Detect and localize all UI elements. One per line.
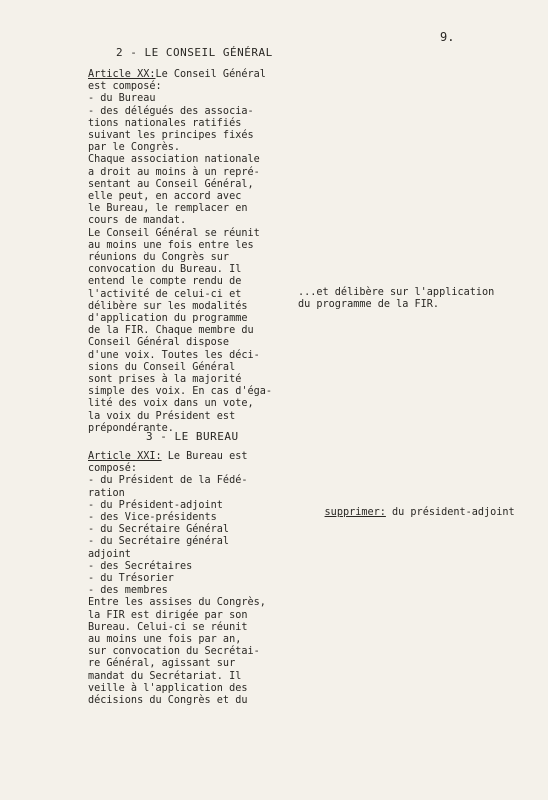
text-line-content: la FIR est dirigée par son [88, 609, 248, 621]
amendment-label: supprimer: [324, 507, 386, 519]
text-line-content: composé: [88, 463, 138, 475]
text-line-content: Le Conseil Général [155, 69, 266, 80]
text-line [88, 488, 266, 500]
text-line [88, 695, 266, 707]
text-line [88, 683, 266, 695]
text-line [298, 287, 494, 299]
text-line [88, 411, 272, 423]
text-line [88, 500, 266, 512]
page-number: 9. [440, 30, 455, 44]
text-line [88, 536, 266, 548]
article-label: Article XXI: [88, 451, 162, 462]
section-heading-conseil-general: 2 - LE CONSEIL GÉNÉRAL [116, 46, 273, 59]
text-line-content: décisions du Congrès et du [88, 695, 248, 707]
text-line [88, 622, 266, 634]
text-line-content: sont prises à la majorité [88, 374, 242, 386]
text-line [88, 451, 266, 463]
text-line-content: - du Président-adjoint [88, 499, 223, 511]
text-line [88, 167, 272, 179]
text-line-content: au moins une fois entre les [88, 239, 254, 251]
text-line-content: entend le compte rendu de [88, 276, 242, 288]
text-line-content: au moins une fois par an, [88, 634, 242, 646]
text-line-content: est composé: [88, 81, 162, 93]
text-line-content: sur convocation du Secrétai- [88, 646, 260, 658]
text-line [88, 203, 272, 215]
text-line-content: ...et délibère sur l'application [298, 287, 495, 298]
text-line [88, 362, 272, 374]
text-line-content: sions du Conseil Général [88, 361, 236, 373]
text-line [88, 634, 266, 646]
text-line-content: - des membres [88, 585, 168, 597]
text-line-content: d'une voix. Toutes les déci- [88, 349, 260, 361]
text-line [88, 252, 272, 264]
text-line-content: lité des voix dans un vote, [88, 398, 254, 410]
text-line [88, 142, 272, 154]
text-line-content: suivant les principes fixés [88, 130, 254, 142]
text-line [88, 240, 272, 252]
text-line-content: le Bureau, le remplacer en [88, 203, 248, 215]
text-line [88, 561, 266, 573]
text-line [88, 215, 272, 227]
text-line [298, 299, 494, 311]
text-line-content: tions nationales ratifiés [88, 117, 242, 129]
text-line-content: - des Vice-présidents [88, 512, 217, 524]
text-line [88, 130, 272, 142]
article-xxi-text [88, 451, 266, 707]
text-line [88, 93, 272, 105]
text-line-content: - des délégués des associa- [88, 105, 254, 117]
text-line [88, 512, 266, 524]
text-line [88, 386, 272, 398]
text-line [88, 264, 272, 276]
text-line-content: Entre les assises du Congrès, [88, 597, 266, 609]
text-line [88, 463, 266, 475]
text-line [88, 313, 272, 325]
text-line [88, 81, 272, 93]
text-line [88, 301, 272, 313]
text-line-content: adjoint [88, 548, 131, 560]
text-line [88, 374, 272, 386]
text-line [88, 658, 266, 670]
text-line [88, 646, 266, 658]
text-line-content: Chaque association nationale [88, 154, 260, 166]
text-line-content: par le Congrès. [88, 142, 181, 154]
text-line-content: prépondérante. [88, 422, 174, 434]
text-line-content: - du Secrétaire général [88, 536, 230, 548]
text-line-content: re Général, agissant sur [88, 658, 236, 670]
text-line [88, 69, 272, 81]
text-line-content: ration [88, 487, 125, 499]
article-xx-amendment [298, 287, 494, 311]
text-line-content: - du Trésorier [88, 573, 174, 585]
text-line-content: cours de mandat. [88, 215, 187, 227]
text-line [88, 350, 272, 362]
article-xxi-amendment [300, 495, 515, 532]
text-line [88, 610, 266, 622]
text-line [88, 325, 272, 337]
text-line [88, 179, 272, 191]
text-line [88, 337, 272, 349]
text-line [88, 118, 272, 130]
text-line-content: elle peut, en accord avec [88, 191, 242, 203]
text-line [88, 573, 266, 585]
text-line-content: Le Conseil Général se réunit [88, 227, 260, 239]
text-line-content: Conseil Général dispose [88, 337, 230, 349]
text-line [88, 289, 272, 301]
text-line-content: de la FIR. Chaque membre du [88, 325, 254, 337]
text-line-content: convocation du Bureau. Il [88, 264, 242, 276]
text-line [88, 597, 266, 609]
text-line [88, 191, 272, 203]
article-xx-text [88, 69, 272, 435]
text-line-content: simple des voix. En cas d'éga- [88, 386, 273, 398]
text-line-content: - du Secrétaire Général [88, 524, 230, 536]
text-line-content: Bureau. Celui-ci se réunit [88, 621, 248, 633]
text-line-content: - du Bureau [88, 93, 156, 105]
text-line-content: Le Bureau est [161, 451, 248, 462]
section-heading-bureau: 3 - LE BUREAU [146, 430, 239, 443]
text-line [88, 276, 272, 288]
article-label: Article XX: [88, 69, 156, 80]
text-line-content: veille à l'application des [88, 682, 248, 694]
text-line-content: mandat du Secrétariat. Il [88, 670, 242, 682]
text-line-content: d'application du programme [88, 313, 248, 325]
text-line-content: a droit au moins à un repré- [88, 166, 260, 178]
text-line [88, 475, 266, 487]
text-line-content: l'activité de celui-ci et [88, 288, 242, 300]
text-line [88, 106, 272, 118]
text-line-content: délibère sur les modalités [88, 300, 248, 312]
text-line [88, 585, 266, 597]
text-line [88, 549, 266, 561]
text-line-content: la voix du Président est [88, 410, 236, 422]
amendment-text: du président-adjoint [385, 507, 515, 519]
text-line [88, 524, 266, 536]
text-line-content: - des Secrétaires [88, 560, 193, 572]
text-line [88, 398, 272, 410]
text-line [88, 154, 272, 166]
text-line [88, 228, 272, 240]
text-line-content: du programme de la FIR. [298, 299, 440, 311]
text-line [88, 671, 266, 683]
text-line-content: réunions du Congrès sur [88, 252, 230, 264]
text-line-content: sentant au Conseil Général, [88, 178, 254, 190]
text-line-content: - du Président de la Fédé- [88, 475, 248, 487]
